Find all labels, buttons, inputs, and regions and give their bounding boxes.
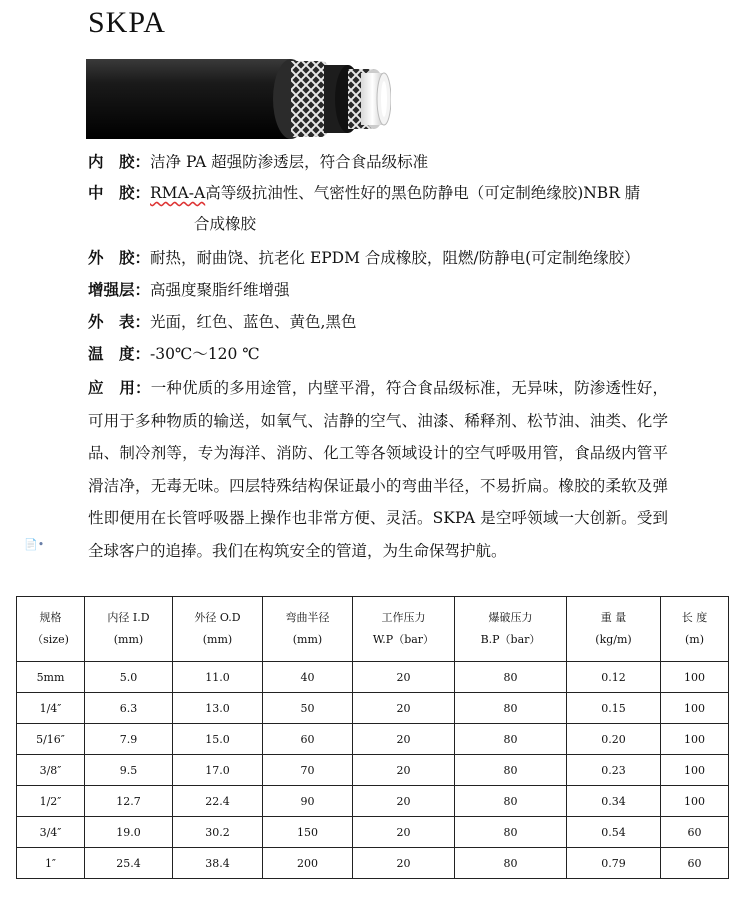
table-cell: 5/16″ <box>17 724 85 755</box>
spec-text: 光面，红色、蓝色、黄色,黑色 <box>150 313 357 331</box>
table-cell: 80 <box>455 693 567 724</box>
table-cell: 20 <box>353 848 455 879</box>
spec-text-continuation: 合成橡胶 <box>194 215 257 233</box>
table-cell: 38.4 <box>173 848 263 879</box>
table-cell: 1″ <box>17 848 85 879</box>
table-cell: 60 <box>263 724 353 755</box>
table-cell: 100 <box>661 724 729 755</box>
table-cell: 60 <box>661 817 729 848</box>
spec-label: 外 表： <box>88 312 151 331</box>
table-cell: 90 <box>263 786 353 817</box>
document-icon[interactable]: 📄• <box>24 538 45 551</box>
table-cell: 25.4 <box>85 848 173 879</box>
table-cell: 1/4″ <box>17 693 85 724</box>
table-row <box>17 786 729 817</box>
spec-label: 中 胶： <box>88 183 151 202</box>
table-cell: 11.0 <box>173 662 263 693</box>
table-row <box>17 817 729 848</box>
reinforcement-spec <box>88 274 678 306</box>
table-cell: 0.79 <box>567 848 661 879</box>
spec-text: 洁净 PA 超强防渗透层，符合食品级标准 <box>150 153 429 171</box>
header-cell: 工作压力 W.P（bar） <box>353 597 455 662</box>
table-cell: 12.7 <box>85 786 173 817</box>
application-text: 一种优质的多用途管，内壁平滑，符合食品级标准，无异味，防渗透性好，可用于多种物质的输送，如氧气、洁静的空气、油漆、稀释剂、松节油、油类、化学品、制冷剂等，专为海洋、消防、化工等各领域设计的空气呼吸用管，食品级内管平滑洁净，无毒无味。四层特殊结构保证最小的弯曲半径，不易折扁。橡胶的柔软及弹性即便用在长管呼吸器上操作也非常方便、灵活。SKPA 是空呼领域一大创新。受到全球客户的追捧。我们在构筑安全的管道，为生命保驾护航。 <box>88 379 668 560</box>
table-cell: 100 <box>661 755 729 786</box>
table-cell: 70 <box>263 755 353 786</box>
table-cell: 20 <box>353 755 455 786</box>
header-cell: 规格 （size) <box>17 597 85 662</box>
table-cell: 0.15 <box>567 693 661 724</box>
spec-text: 耐热，耐曲饶、抗老化 EPDM 合成橡胶，阻燃/防静电(可定制绝缘胶） <box>150 249 640 267</box>
table-cell: 3/4″ <box>17 817 85 848</box>
table-cell: 100 <box>661 786 729 817</box>
hose-cross-section-image <box>86 55 391 141</box>
table-cell: 7.9 <box>85 724 173 755</box>
table-cell: 80 <box>455 786 567 817</box>
spec-text: 高等级抗油性、气密性好的黑色防静电（可定制绝缘胶)NBR 腈 <box>205 184 641 202</box>
table-cell: 15.0 <box>173 724 263 755</box>
spec-text: -30℃～120 ℃ <box>150 345 260 363</box>
header-cell: 长 度 (m) <box>661 597 729 662</box>
table-cell: 80 <box>455 724 567 755</box>
table-cell: 1/2″ <box>17 786 85 817</box>
table-cell: 22.4 <box>173 786 263 817</box>
table-cell: 6.3 <box>85 693 173 724</box>
table-cell: 20 <box>353 662 455 693</box>
table-cell: 17.0 <box>173 755 263 786</box>
table-cell: 0.12 <box>567 662 661 693</box>
table-cell: 0.23 <box>567 755 661 786</box>
table-cell: 0.54 <box>567 817 661 848</box>
table-cell: 50 <box>263 693 353 724</box>
table-cell: 150 <box>263 817 353 848</box>
table-cell: 19.0 <box>85 817 173 848</box>
table-cell: 0.34 <box>567 786 661 817</box>
table-row <box>17 662 729 693</box>
table-cell: 100 <box>661 693 729 724</box>
table-cell: 20 <box>353 786 455 817</box>
header-cell: 爆破压力 B.P（bar） <box>455 597 567 662</box>
header-cell: 弯曲半径 (mm) <box>263 597 353 662</box>
table-cell: 80 <box>455 755 567 786</box>
spec-text-underlined: RMA-A <box>150 184 206 202</box>
table-cell: 100 <box>661 662 729 693</box>
table-cell: 20 <box>353 693 455 724</box>
header-cell: 外径 O.D (mm) <box>173 597 263 662</box>
table-cell: 60 <box>661 848 729 879</box>
table-row <box>17 755 729 786</box>
table-cell: 0.20 <box>567 724 661 755</box>
surface-spec <box>88 306 678 338</box>
table-cell: 9.5 <box>85 755 173 786</box>
spec-label: 外 胶： <box>88 248 151 267</box>
table-header-row <box>17 597 729 662</box>
table-cell: 200 <box>263 848 353 879</box>
table-cell: 80 <box>455 662 567 693</box>
spec-label: 内 胶： <box>88 152 151 171</box>
table-cell: 80 <box>455 848 567 879</box>
product-title: SKPA <box>88 6 166 39</box>
header-cell: 重 量 (kg/m) <box>567 597 661 662</box>
table-cell: 30.2 <box>173 817 263 848</box>
application-label: 应 用： <box>88 378 151 397</box>
specification-table <box>16 596 729 879</box>
table-cell: 80 <box>455 817 567 848</box>
application-paragraph <box>88 372 668 567</box>
table-cell: 5mm <box>17 662 85 693</box>
table-row <box>17 724 729 755</box>
table-cell: 20 <box>353 724 455 755</box>
table-cell: 5.0 <box>85 662 173 693</box>
table-row <box>17 693 729 724</box>
table-row <box>17 848 729 879</box>
header-cell: 内径 I.D (mm) <box>85 597 173 662</box>
temperature-spec <box>88 338 678 370</box>
outer-layer-spec <box>88 242 678 274</box>
table-cell: 13.0 <box>173 693 263 724</box>
spec-label: 温 度： <box>88 344 151 363</box>
spec-text: 高强度聚脂纤维增强 <box>150 281 290 299</box>
inner-layer-spec <box>88 146 678 178</box>
table-cell: 20 <box>353 817 455 848</box>
table-cell: 3/8″ <box>17 755 85 786</box>
table-cell: 40 <box>263 662 353 693</box>
spec-label: 增强层： <box>88 280 151 299</box>
middle-layer-spec <box>88 177 678 240</box>
